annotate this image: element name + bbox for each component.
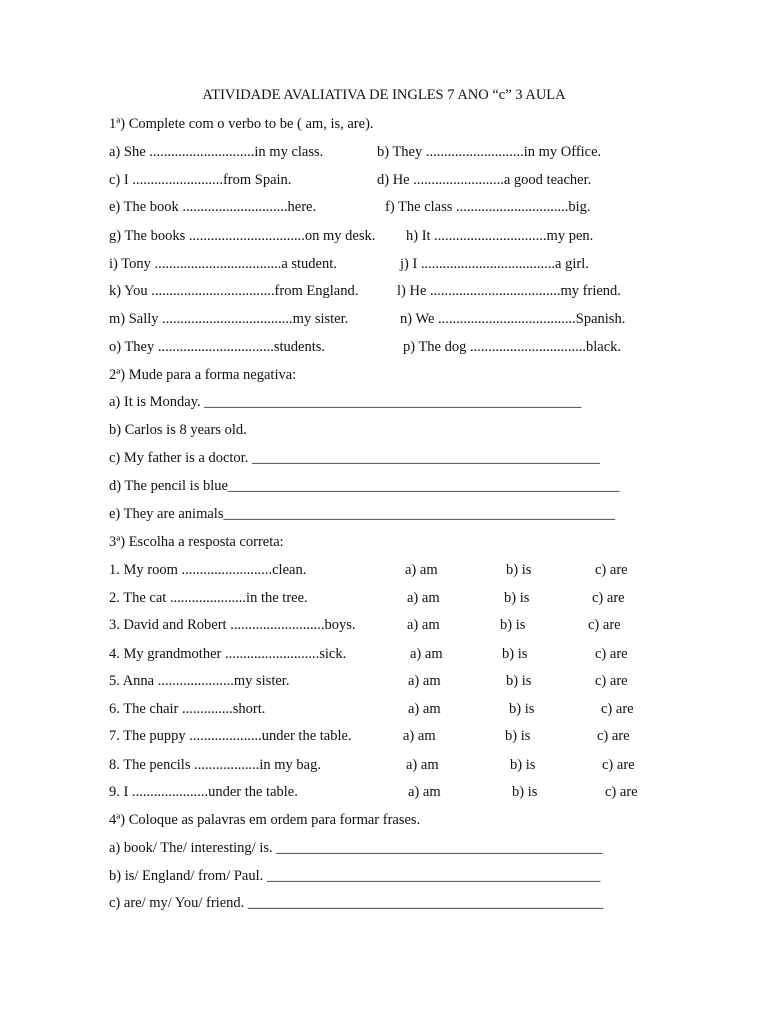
s3-q4-option-a: a) am xyxy=(410,646,443,662)
s1-item-a: a) She .............................in my class. xyxy=(109,144,324,160)
s1-item-p: p) The dog ................................black. xyxy=(403,339,622,355)
s4-item-c: c) are/ my/ You/ friend. _________________________________________________ xyxy=(109,895,604,911)
s3-question-7: 7. The puppy ....................under the table. xyxy=(109,728,352,744)
s1-item-j: j) I .....................................a girl. xyxy=(400,256,589,272)
s2-item-e: e) They are animals______________________________________________________ xyxy=(109,506,615,522)
section1-heading: 1ª) Complete com o verbo to be ( am, is, are). xyxy=(109,116,374,132)
s3-q6-option-c: c) are xyxy=(601,701,634,717)
s3-q5-option-a: a) am xyxy=(408,673,441,689)
s3-q5-option-c: c) are xyxy=(595,673,628,689)
s3-q9-option-c: c) are xyxy=(605,784,638,800)
page-title: ATIVIDADE AVALIATIVA DE INGLES 7 ANO “c” 3 AULA xyxy=(202,87,566,103)
s3-q8-option-b: b) is xyxy=(510,757,536,773)
s3-q3-option-b: b) is xyxy=(500,617,526,633)
s3-q9-option-b: b) is xyxy=(512,784,538,800)
s4-item-b: b) is/ England/ from/ Paul. ______________________________________________ xyxy=(109,868,601,884)
section2-heading: 2ª) Mude para a forma negativa: xyxy=(109,367,297,383)
s4-item-a: a) book/ The/ interesting/ is. _____________________________________________ xyxy=(109,840,603,856)
s3-q2-option-b: b) is xyxy=(504,590,530,606)
s3-q4-option-c: c) are xyxy=(595,646,628,662)
s3-q2-option-a: a) am xyxy=(407,590,440,606)
s3-q3-option-c: c) are xyxy=(588,617,621,633)
s2-item-a: a) It is Monday. ____________________________________________________ xyxy=(109,394,582,410)
s1-item-b: b) They ...........................in my Office. xyxy=(377,144,602,160)
s3-q6-option-a: a) am xyxy=(408,701,441,717)
s3-question-2: 2. The cat .....................in the tree. xyxy=(109,590,308,606)
s3-q8-option-a: a) am xyxy=(406,757,439,773)
s1-item-k: k) You ..................................from England. xyxy=(109,283,359,299)
s3-q7-option-a: a) am xyxy=(403,728,436,744)
s3-q7-option-b: b) is xyxy=(505,728,531,744)
s3-q3-option-a: a) am xyxy=(407,617,440,633)
s3-question-4: 4. My grandmother ..........................sick. xyxy=(109,646,347,662)
s2-item-d: d) The pencil is blue______________________________________________________ xyxy=(109,478,620,494)
s3-question-5: 5. Anna .....................my sister. xyxy=(109,673,290,689)
s1-item-c: c) I .........................from Spain. xyxy=(109,172,292,188)
s3-q1-option-b: b) is xyxy=(506,562,532,578)
s3-q6-option-b: b) is xyxy=(509,701,535,717)
s1-item-g: g) The books ................................on my desk. xyxy=(109,228,376,244)
s3-q1-option-a: a) am xyxy=(405,562,438,578)
s1-item-f: f) The class ...............................big. xyxy=(385,199,591,215)
s3-question-9: 9. I .....................under the table. xyxy=(109,784,298,800)
s3-question-1: 1. My room .........................clean. xyxy=(109,562,307,578)
s3-q5-option-b: b) is xyxy=(506,673,532,689)
s1-item-d: d) He .........................a good teacher. xyxy=(377,172,592,188)
s1-item-l: l) He ....................................my friend. xyxy=(397,283,621,299)
s3-q8-option-c: c) are xyxy=(602,757,635,773)
section4-heading: 4ª) Coloque as palavras em ordem para formar frases. xyxy=(109,812,421,828)
section3-heading: 3ª) Escolha a resposta correta: xyxy=(109,534,284,550)
s3-q2-option-c: c) are xyxy=(592,590,625,606)
s1-item-o: o) They ................................students. xyxy=(109,339,326,355)
s1-item-h: h) It ...............................my pen. xyxy=(406,228,594,244)
s3-question-6: 6. The chair ..............short. xyxy=(109,701,266,717)
s1-item-m: m) Sally ....................................my sister. xyxy=(109,311,349,327)
s3-q7-option-c: c) are xyxy=(597,728,630,744)
s2-item-c: c) My father is a doctor. ________________________________________________ xyxy=(109,450,600,466)
s1-item-n: n) We ......................................Spanish. xyxy=(400,311,626,327)
s3-question-3: 3. David and Robert ..........................boys. xyxy=(109,617,356,633)
s3-question-8: 8. The pencils ..................in my bag. xyxy=(109,757,321,773)
s3-q1-option-c: c) are xyxy=(595,562,628,578)
s3-q9-option-a: a) am xyxy=(408,784,441,800)
s2-item-b: b) Carlos is 8 years old. xyxy=(109,422,247,438)
s3-q4-option-b: b) is xyxy=(502,646,528,662)
s1-item-e: e) The book .............................here. xyxy=(109,199,317,215)
s1-item-i: i) Tony ...................................a student. xyxy=(109,256,337,272)
